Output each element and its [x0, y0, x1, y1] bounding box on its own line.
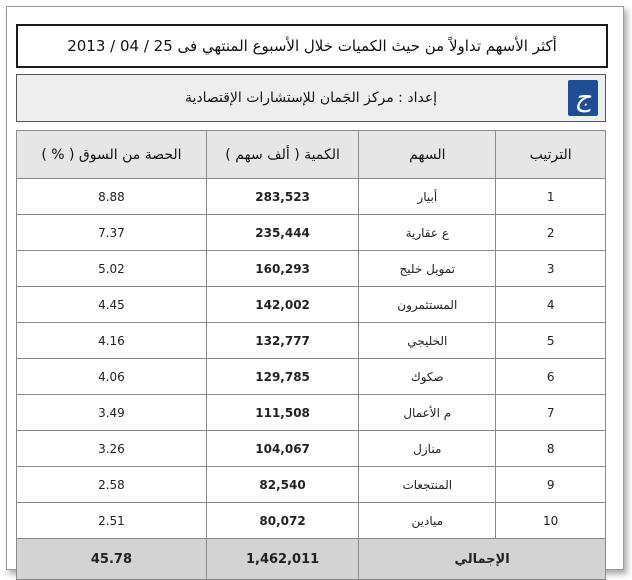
- cell-rank: 10: [496, 503, 606, 539]
- cell-rank: 8: [496, 431, 606, 467]
- cell-share: 7.37: [17, 215, 207, 251]
- table-row: [17, 323, 606, 359]
- page-title-text: أكثر الأسهم تداولاً من حيث الكميات خلال الأسبوع المنتهي فى 25 / 04 / 2013: [67, 37, 557, 55]
- cell-rank: 9: [496, 467, 606, 503]
- cell-share: 4.45: [17, 287, 207, 323]
- page-title: [16, 24, 608, 68]
- cell-share: 2.58: [17, 467, 207, 503]
- total-label: الإجمالي: [359, 539, 606, 580]
- header-quantity: الكمية ( ألف سهم ): [206, 131, 358, 179]
- cell-rank: 6: [496, 359, 606, 395]
- cell-rank: 2: [496, 215, 606, 251]
- cell-quantity: 82,540: [206, 467, 358, 503]
- cell-quantity: 132,777: [206, 323, 358, 359]
- header-share: الحصة من السوق ( % ): [17, 131, 207, 179]
- cell-rank: 7: [496, 395, 606, 431]
- top-volume-table: [16, 130, 606, 580]
- cell-quantity: 283,523: [206, 179, 358, 215]
- cell-rank: 4: [496, 287, 606, 323]
- cell-quantity: 160,293: [206, 251, 358, 287]
- cell-share: 2.51: [17, 503, 207, 539]
- total-share: 45.78: [17, 539, 207, 580]
- table-row: [17, 179, 606, 215]
- cell-share: 8.88: [17, 179, 207, 215]
- total-quantity: 1,462,011: [206, 539, 358, 580]
- cell-quantity: 142,002: [206, 287, 358, 323]
- cell-quantity: 80,072: [206, 503, 358, 539]
- jaman-logo-icon: ج: [568, 80, 598, 116]
- cell-share: 5.02: [17, 251, 207, 287]
- header-rank: الترتيب: [496, 131, 606, 179]
- cell-rank: 3: [496, 251, 606, 287]
- table-header-row: [17, 131, 606, 179]
- total-row: [17, 539, 606, 580]
- cell-rank: 5: [496, 323, 606, 359]
- cell-stock: أبيار: [359, 179, 496, 215]
- table-row: [17, 359, 606, 395]
- cell-stock: ع عقارية: [359, 215, 496, 251]
- cell-stock: المستثمرون: [359, 287, 496, 323]
- cell-share: 3.49: [17, 395, 207, 431]
- table-row: [17, 503, 606, 539]
- table-row: [17, 431, 606, 467]
- header-stock: السهم: [359, 131, 496, 179]
- prepared-by-text: إعداد : مركز الجَمان للإستشارات الإقتصادية: [184, 90, 438, 106]
- cell-rank: 1: [496, 179, 606, 215]
- prepared-by-banner: [16, 74, 606, 122]
- cell-stock: المنتجعات: [359, 467, 496, 503]
- cell-share: 4.06: [17, 359, 207, 395]
- cell-stock: تمويل خليج: [359, 251, 496, 287]
- table-row: [17, 251, 606, 287]
- cell-share: 4.16: [17, 323, 207, 359]
- cell-stock: صكوك: [359, 359, 496, 395]
- cell-stock: الخليجي: [359, 323, 496, 359]
- table-row: [17, 395, 606, 431]
- cell-quantity: 235,444: [206, 215, 358, 251]
- cell-quantity: 129,785: [206, 359, 358, 395]
- table-row: [17, 467, 606, 503]
- cell-stock: منازل: [359, 431, 496, 467]
- cell-stock: ميادين: [359, 503, 496, 539]
- table-row: [17, 287, 606, 323]
- cell-stock: م الأعمال: [359, 395, 496, 431]
- cell-share: 3.26: [17, 431, 207, 467]
- table-row: [17, 215, 606, 251]
- cell-quantity: 104,067: [206, 431, 358, 467]
- cell-quantity: 111,508: [206, 395, 358, 431]
